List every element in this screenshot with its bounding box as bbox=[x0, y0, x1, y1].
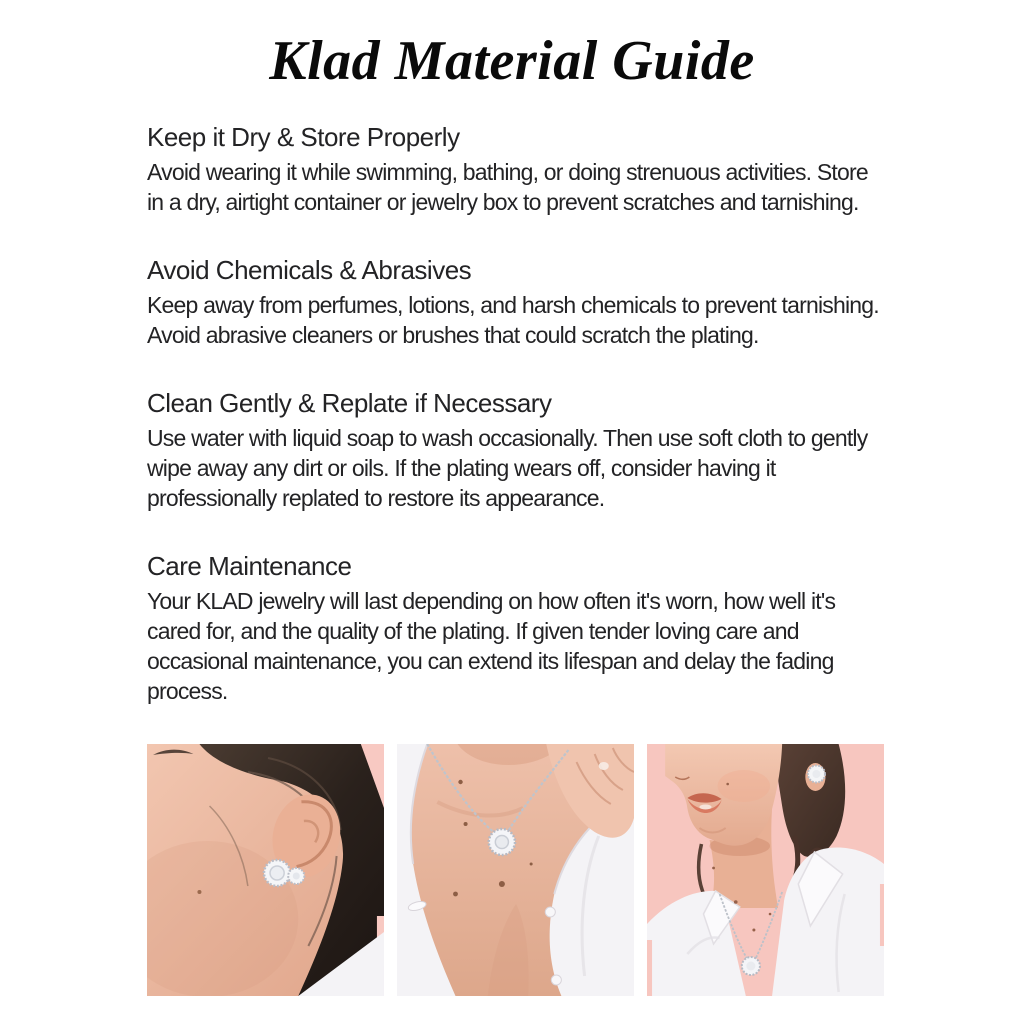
photo-necklace-neckline bbox=[397, 744, 634, 996]
section-body: Your KLAD jewelry will last depending on how often it's worn, how well it's cared for, and the quality of the plating. If given tender loving care and occasional maintenance, you can extend its lifespan and delay the fading process. bbox=[147, 588, 836, 704]
shirt-button bbox=[551, 975, 561, 985]
photo-earrings-closeup bbox=[147, 744, 384, 996]
pink-background-sliver bbox=[647, 940, 652, 996]
section-keep-it-dry bbox=[147, 122, 884, 217]
fingernail bbox=[599, 762, 609, 770]
section-body: Use water with liquid soap to wash occasionally. Then use soft cloth to gently wipe away any dirt or oils. If the plating wears off, consider having it professionally replated to restore its appearance. bbox=[147, 425, 868, 511]
mole bbox=[197, 890, 201, 894]
section-clean-gently bbox=[147, 388, 884, 513]
section-avoid-chemicals bbox=[147, 255, 884, 350]
photo-gallery bbox=[147, 744, 884, 996]
stud-earring bbox=[808, 766, 825, 783]
stud-earring-small bbox=[288, 868, 304, 884]
section-body: Keep away from perfumes, lotions, and harsh chemicals to prevent tarnishing. Avoid abrasive cleaners or brushes that could scratch the plating. bbox=[147, 292, 879, 348]
page-title: Klad Material Guide bbox=[269, 30, 755, 92]
section-heading: Avoid Chemicals & Abrasives bbox=[147, 255, 472, 285]
halo-pendant bbox=[742, 957, 760, 975]
blush bbox=[718, 770, 770, 802]
section-heading: Care Maintenance bbox=[147, 551, 352, 581]
section-body: Avoid wearing it while swimming, bathing, or doing strenuous activities. Store in a dry, airtight container or jewelry box to prevent scratches and tarnishing. bbox=[147, 159, 868, 215]
stud-earring-large bbox=[264, 860, 290, 886]
guide-content bbox=[0, 92, 1024, 996]
pink-background-sliver bbox=[880, 884, 884, 946]
section-heading: Keep it Dry & Store Properly bbox=[147, 122, 460, 152]
section-heading: Clean Gently & Replate if Necessary bbox=[147, 388, 552, 418]
section-care-maintenance bbox=[147, 551, 884, 706]
halo-pendant bbox=[489, 829, 515, 855]
shirt-button bbox=[545, 907, 555, 917]
photo-model-wearing-set bbox=[647, 744, 884, 996]
